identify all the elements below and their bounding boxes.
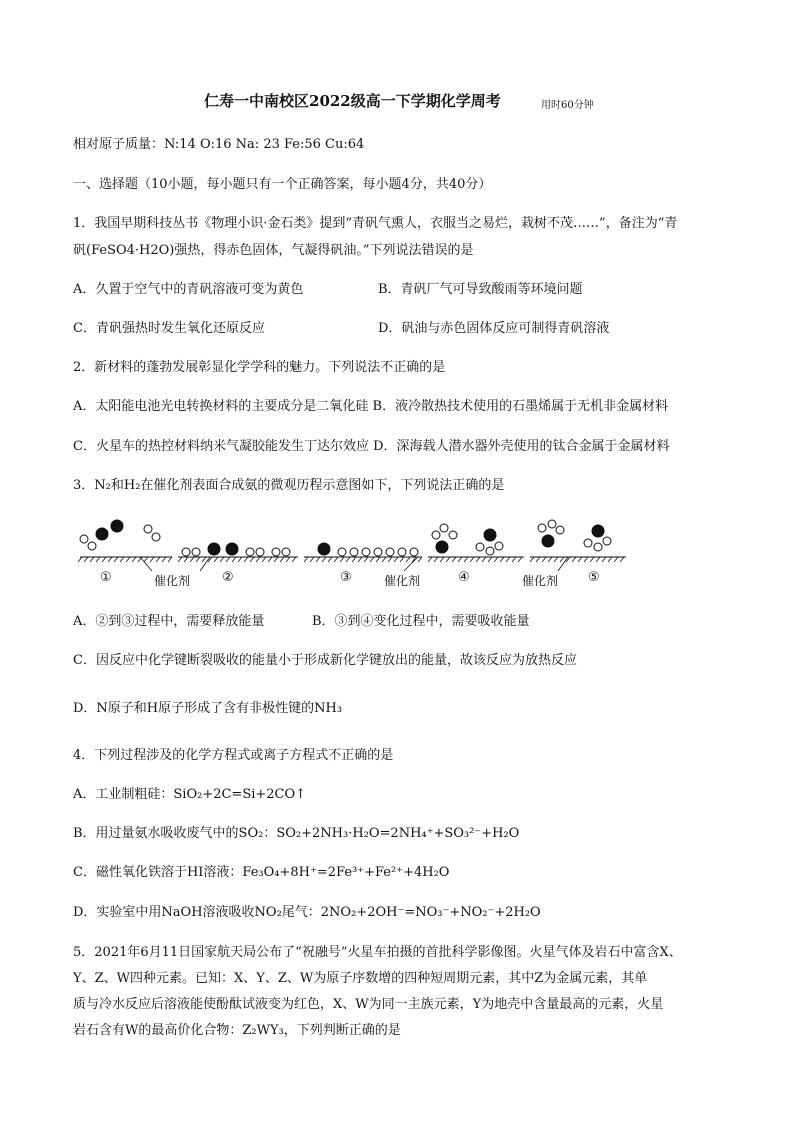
catalysis-diagram: [72, 513, 632, 593]
q4-option-d: D．实验室中用NaOH溶液吸收NO₂尾气：2NO₂+2OH⁻=NO₃⁻+NO₂⁻+2H₂O: [73, 905, 541, 920]
q4-option-a: A．工业制粗硅：SiO₂+2C=Si+2CO↑: [73, 787, 307, 802]
q4-option-b: B．用过量氨水吸收废气中的SO₂：SO₂+2NH₃·H₂O=2NH₄⁺+SO₃²⁻+H₂O: [73, 826, 520, 841]
section-heading: 一、选择题（10小题，每小题只有一个正确答案，每小题4分，共40分）: [73, 177, 492, 192]
q3-option-d: D．N原子和H原子形成了含有非极性键的NH₃: [73, 701, 343, 716]
q3-stem: 3．N₂和H₂在催化剂表面合成氨的微观历程示意图如下，下列说法正确的是: [73, 478, 505, 493]
q1-option-b: B．青矾厂气可导致酸雨等环境问题: [378, 282, 583, 297]
catalyst-label-3: 催化剂: [522, 574, 559, 588]
page-title: 仁寿一中南校区2022级高一下学期化学周考: [204, 92, 501, 110]
q5-line3: 质与冷水反应后溶液能使酚酞试液变为红色，X、W为同一主族元素，Y为地壳中含量最高的元素，火星: [73, 997, 664, 1012]
stage-5-label: ⑤: [588, 570, 600, 585]
q3-option-a: A．②到③过程中，需要释放能量: [73, 614, 265, 629]
q1-stem-line2: 矾(FeSO4·H2O)强热，得赤色固体，气凝得矾油。”下列说法错误的是: [73, 243, 474, 258]
q5-line4: 岩石含有W的最高价化合物：Z₂WY₃，下列判断正确的是: [73, 1023, 401, 1038]
stage-2-label: ②: [222, 570, 234, 585]
q2-options-ab: A．太阳能电池光电转换材料的主要成分是二氧化硅 B．液冷散热技术使用的石墨烯属于无机非金属材料: [73, 399, 669, 414]
q4-stem: 4．下列过程涉及的化学方程式或离子方程式不正确的是: [73, 748, 394, 763]
q5-line1: 5．2021年6月11日国家航天局公布了“祝融号”火星车拍摄的首批科学影像图。火星气体及岩石中富含X、: [73, 945, 682, 960]
q3-option-b: B．③到④变化过程中，需要吸收能量: [312, 614, 530, 629]
catalyst-label-1: 催化剂: [154, 574, 191, 588]
q4-option-c: C．磁性氧化铁溶于HI溶液：Fe₃O₄+8H⁺=2Fe³⁺+Fe²⁺+4H₂O: [73, 865, 450, 880]
time-note: 用时60分钟: [541, 100, 594, 111]
q5-line2: Y、Z、W四种元素。已知：X、Y、Z、W为原子序数增的四种短周期元素，其中Z为金属元素，其单: [73, 971, 648, 986]
q1-option-d: D．矾油与赤色固体反应可制得青矾溶液: [378, 321, 610, 336]
atomic-masses: 相对原子质量：N:14 O:16 Na: 23 Fe:56 Cu:64: [73, 137, 365, 152]
stage-4-label: ④: [458, 570, 470, 585]
catalyst-label-2: 催化剂: [384, 574, 421, 588]
q1-stem-line1: 1．我国早期科技丛书《物理小识·金石类》提到“青矾气熏人，衣服当之易烂，栽树不茂……”，备注为“青: [73, 216, 678, 231]
q2-options-cd: C．火星车的热控材料纳米气凝胶能发生丁达尔效应 D．深海载人潜水器外壳使用的钛合金属于金属材料: [73, 439, 670, 454]
q1-option-c: C．青矾强热时发生氧化还原反应: [73, 321, 265, 336]
stage-3-label: ③: [340, 570, 352, 585]
q3-option-c: C．因反应中化学键断裂吸收的能量小于形成新化学键放出的能量，故该反应为放热反应: [73, 653, 577, 668]
q2-stem: 2．新材料的蓬勃发展彰显化学学科的魅力。下列说法不正确的是: [73, 360, 446, 375]
stage-1-label: ①: [100, 570, 112, 585]
q1-option-a: A．久置于空气中的青矾溶液可变为黄色: [73, 282, 304, 297]
